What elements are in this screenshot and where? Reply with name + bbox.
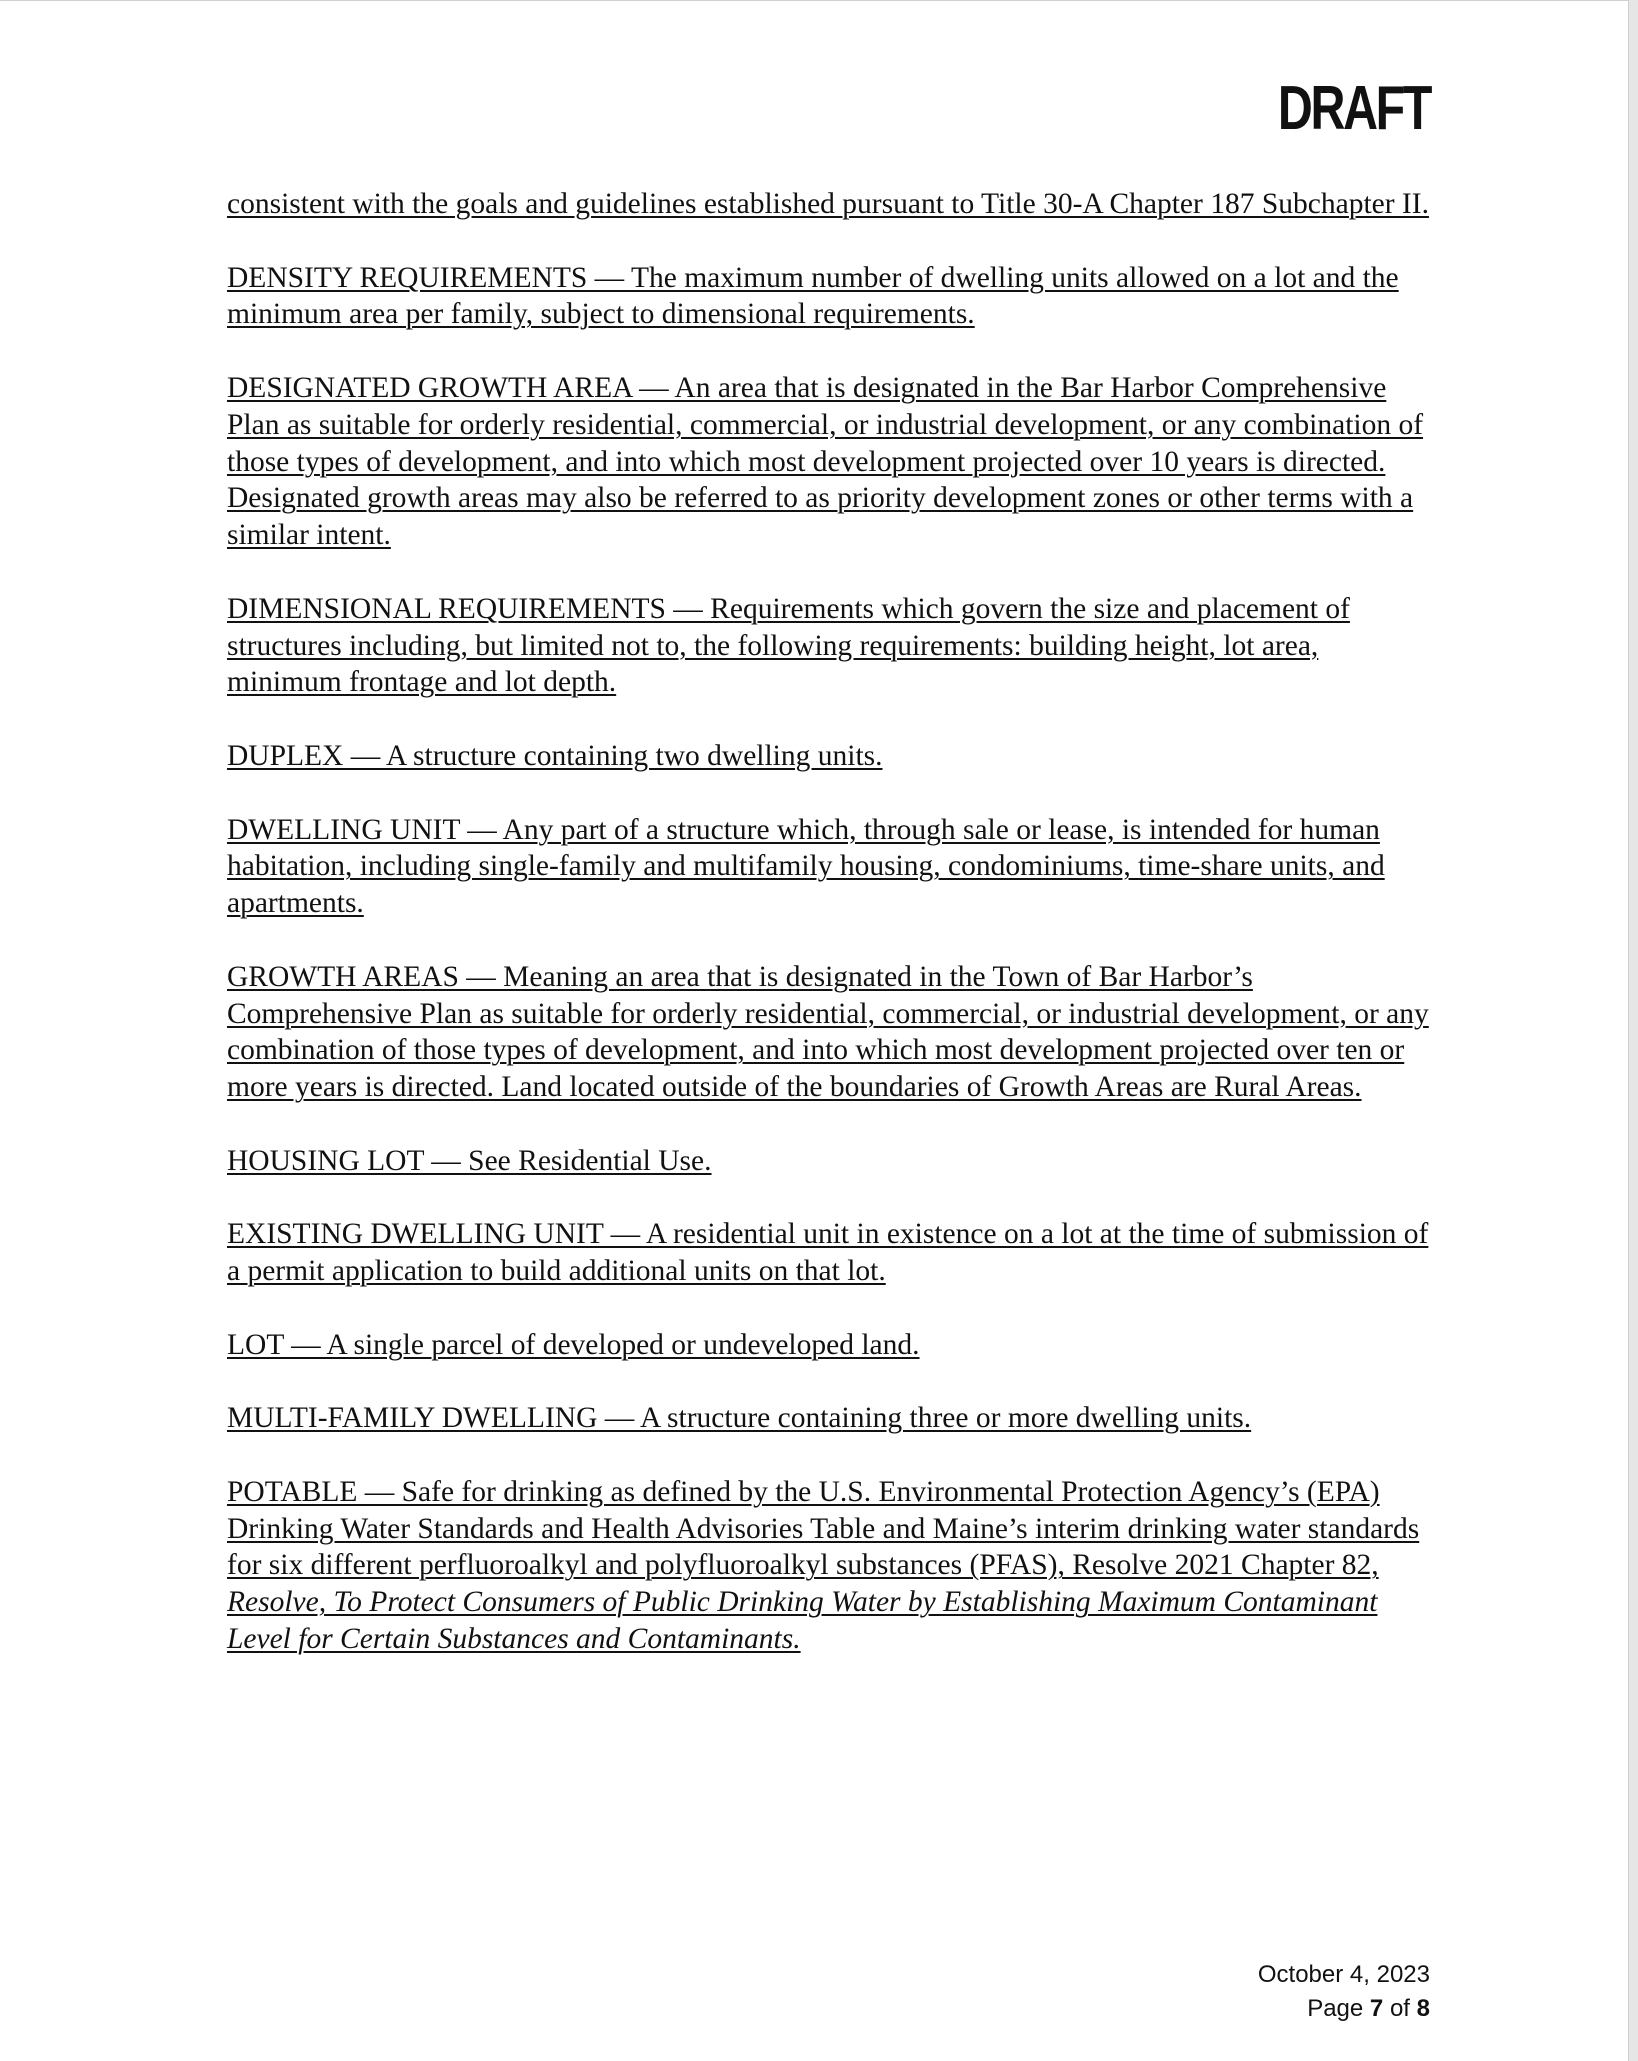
definition-duplex: DUPLEX — A structure containing two dwelling units. — [227, 739, 883, 772]
footer-page-number — [1258, 1992, 1430, 2026]
definition-density-requirements: DENSITY REQUIREMENTS — The maximum number of dwelling units allowed on a lot and the minimum area per family, subject to dimensional requirements. — [227, 261, 1399, 331]
definition-continuation: consistent with the goals and guidelines established pursuant to Title 30-A Chapter 187 Subchapter II. — [227, 188, 1429, 220]
page-footer — [1258, 1958, 1430, 2026]
definitions-body — [227, 186, 1432, 1695]
definition-lot: LOT — A single parcel of developed or undeveloped land. — [227, 1328, 920, 1361]
page-label: Page — [1307, 1995, 1364, 2022]
draft-watermark-label: DRAFT — [1277, 74, 1430, 143]
definition-existing-dwelling-unit: EXISTING DWELLING UNIT — A residential unit in existence on a lot at the time of submission of a permit application to build additional units on that lot. — [227, 1218, 1429, 1288]
potable-resolve-title: Resolve, To Protect Consumers of Public Drinking Water by Establishing Maximum Contaminant Level for Certain Substances and Contaminants. — [227, 1586, 1378, 1656]
definition-housing-lot: HOUSING LOT — See Residential Use. — [227, 1144, 712, 1177]
definition-dwelling-unit: DWELLING UNIT — Any part of a structure which, through sale or lease, is intended for human habitation, including single-family and multifamily housing, condominiums, time-share units, and apartments. — [227, 813, 1385, 920]
footer-date: October 4, 2023 — [1257, 1961, 1430, 1988]
potable-text: POTABLE — Safe for drinking as defined by the U.S. Environmental Protection Agency’s (EPA) Drinking Water Standards and Health Advisories Table and Maine’s interim drinking water standards for six different perfluoroalkyl and polyfluoroalkyl substances (PFAS), Resolve 2021 Chapter 82, — [227, 1475, 1420, 1582]
definition-dimensional-requirements: DIMENSIONAL REQUIREMENTS — Requirements which govern the size and placement of structures including, but limited not to, the following requirements: building height, lot area, minimum frontage and lot depth. — [227, 592, 1350, 699]
definition-multi-family-dwelling: MULTI-FAMILY DWELLING — A structure containing three or more dwelling units. — [227, 1402, 1252, 1435]
definition-designated-growth-area: DESIGNATED GROWTH AREA — An area that is designated in the Bar Harbor Comprehensive Plan as suitable for orderly residential, commercial, or industrial development, or any combination of those types of development, and into which most development projected over 10 years is directed. Designated growth areas may also be referred to as priority development zones or other terms with a similar intent. — [227, 371, 1424, 552]
of-label: of — [1389, 1995, 1410, 2022]
page-total: 8 — [1416, 1995, 1430, 2022]
definition-potable — [227, 1474, 1432, 1658]
page-current: 7 — [1369, 1995, 1384, 2022]
definition-growth-areas: GROWTH AREAS — Meaning an area that is designated in the Town of Bar Harbor’s Comprehensive Plan as suitable for orderly residential, commercial, or industrial development, or any combination of those types of development, and into which most development projected over ten or more years is directed. Land located outside of the boundaries of Growth Areas are Rural Areas. — [227, 960, 1429, 1104]
